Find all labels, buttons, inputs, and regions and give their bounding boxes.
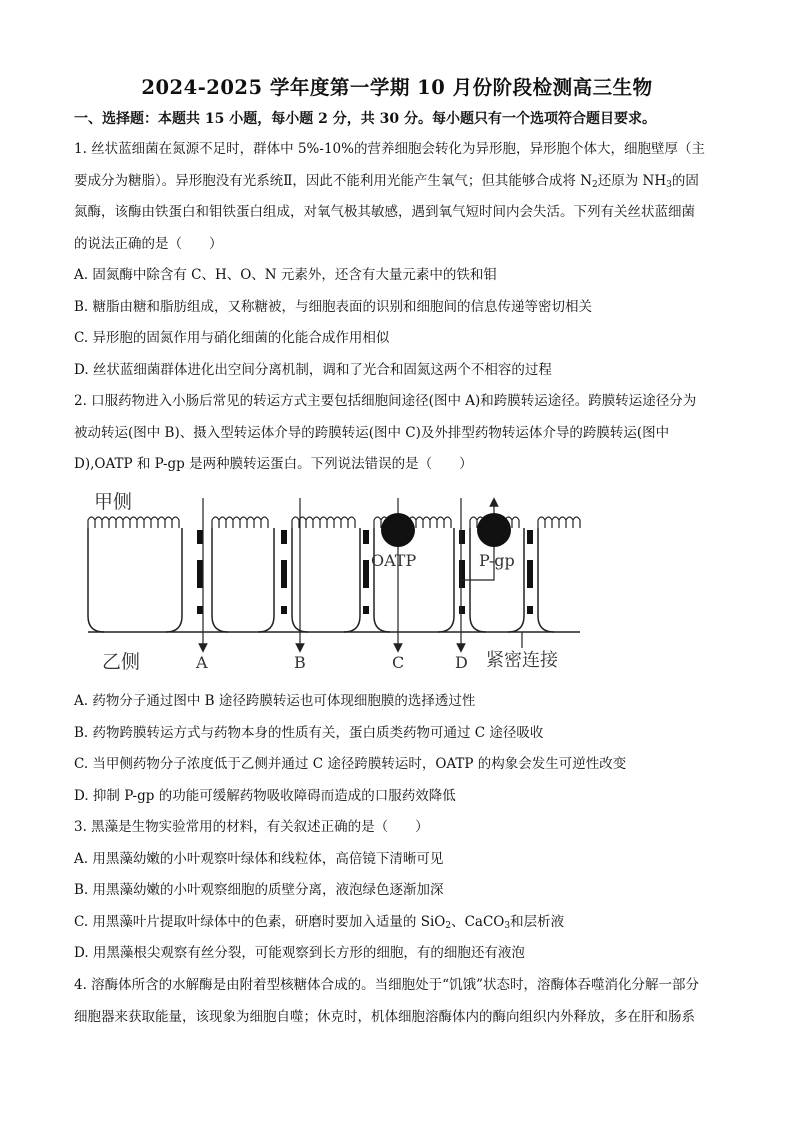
question-2-options (74, 686, 724, 812)
q3-option-c-pre: C. 用黑藻叶片提取叶绿体中的色素，研磨时要加入适量的 SiO (74, 913, 446, 930)
path-a-label: A (196, 653, 208, 672)
q1-line-3: 氮酶，该酶由铁蛋白和钼铁蛋白组成，对氧气极其敏感，遇到氧气短时间内会失活。下列有关丝状蓝细菌 (74, 204, 695, 220)
q1-option-a: A. 固氮酶中除含有 C、H、O、N 元素外，还含有大量元素中的铁和钼 (74, 267, 497, 283)
side-top-label: 甲侧 (94, 491, 133, 513)
microvilli-row (292, 517, 355, 528)
q1-line-2a: 要成分为糖脂）。异形胞没有光系统Ⅱ，因此不能利用光能产生氧气；但其能够合成将 N (74, 172, 593, 189)
q1-line-2c: 的固 (671, 172, 699, 189)
q3-option-a: A. 用黑藻幼嫩的小叶观察叶绿体和线粒体，高倍镜下清晰可见 (74, 850, 444, 867)
q1-line-1: 1. 丝状蓝细菌在氮源不足时，群体中 5%-10%的营养细胞会转化为异形胞，异形胞个体大，细胞壁厚（主 (74, 141, 705, 157)
n2-subscript: 2 (592, 179, 598, 190)
q3-option-c-mid: 、CaCO (451, 913, 505, 930)
q3-stem: 3. 黑藻是生物实验常用的材料，有关叙述正确的是（ ） (74, 819, 429, 835)
q1-option-b: B. 糖脂由糖和脂肪组成，又称糖被，与细胞表面的识别和细胞间的信息传递等密切相关 (74, 298, 593, 315)
sio2-subscript: 2 (445, 920, 452, 931)
q1-line-4: 的说法正确的是（ ） (74, 235, 223, 252)
q2-option-d: D. 抑制 P-gp 的功能可缓解药物吸收障碍而造成的口服药效降低 (74, 787, 456, 804)
oatp-label: OATP (371, 551, 417, 570)
microvilli-row (538, 517, 580, 528)
q2-option-c: C. 当甲侧药物分子浓度低于乙侧并通过 C 途径跨膜转运时，OATP 的构象会发生可逆性改变 (74, 756, 627, 772)
pgp-label: P-gp (479, 551, 515, 570)
q1-option-c: C. 异形胞的固氮作用与硝化细菌的化能合成作用相似 (74, 330, 390, 346)
q1-line-2 (74, 166, 724, 198)
q4-line-2: 细胞器来获取能量，该现象为细胞自噬；休克时，机体细胞溶酶体内的酶向组织内外释放，多在肝和肠系 (74, 1008, 695, 1025)
q1-line-2b: 还原为 NH (597, 172, 667, 189)
q3-option-b: B. 用黑藻幼嫩的小叶观察细胞的质壁分离，液泡绿色逐渐加深 (74, 882, 444, 898)
path-d-label: D (455, 653, 468, 672)
pgp-transporter (477, 513, 511, 547)
q1-option-d: D. 丝状蓝细菌群体进化出空间分离机制，调和了光合和固氮这两个不相容的过程 (74, 361, 552, 378)
section-heading: 一、选择题：本题共 15 小题，每小题 2 分，共 30 分。每小题只有一个选项符合题目要求。 (74, 111, 656, 127)
page-title: 2024-2025 学年度第一学期 10 月份阶段检测高三生物 (141, 76, 653, 99)
question-2 (74, 386, 724, 481)
transport-diagram (74, 490, 594, 680)
oatp-transporter (381, 513, 415, 547)
microvilli-row (212, 517, 268, 528)
q4-line-1: 4. 溶酶体所含的水解酶是由附着型核糖体合成的。当细胞处于“饥饿”状态时，溶酶体吞噬消化分解一部分 (74, 977, 699, 993)
question-4 (74, 970, 724, 1033)
q3-option-d: D. 用黑藻根尖观察有丝分裂，可能观察到长方形的细胞，有的细胞还有液泡 (74, 945, 525, 961)
tight-junction-label: 紧密连接 (486, 650, 558, 671)
microvilli-row (88, 517, 179, 528)
q2-line-3: D),OATP 和 P-gp 是两种膜转运蛋白。下列说法错误的是（ ） (74, 456, 473, 472)
q2-line-2: 被动转运(图中 B)、摄入型转运体介导的跨膜转运(图中 C)及外排型药物转运体介导的跨膜转运(图中 (74, 424, 670, 441)
path-c-label: C (392, 653, 405, 672)
side-bottom-label: 乙侧 (102, 651, 141, 673)
q3-option-c-post: 和层析液 (510, 913, 565, 930)
q2-line-1: 2. 口服药物进入小肠后常见的转运方式主要包括细胞间途径(图中 A)和跨膜转运途径。跨膜转运途径分为 (74, 393, 697, 409)
q2-option-b: B. 药物跨膜转运方式与药物本身的性质有关，蛋白质类药物可通过 C 途径吸收 (74, 724, 544, 741)
q2-option-a: A. 药物分子通过图中 B 途径跨膜转运也可体现细胞膜的选择透过性 (74, 693, 476, 709)
caco3-subscript: 3 (504, 920, 511, 931)
question-3 (74, 812, 724, 970)
nh3-subscript: 3 (666, 179, 672, 190)
question-1 (74, 134, 724, 386)
q3-option-c (74, 907, 724, 939)
path-b-label: B (294, 653, 306, 672)
